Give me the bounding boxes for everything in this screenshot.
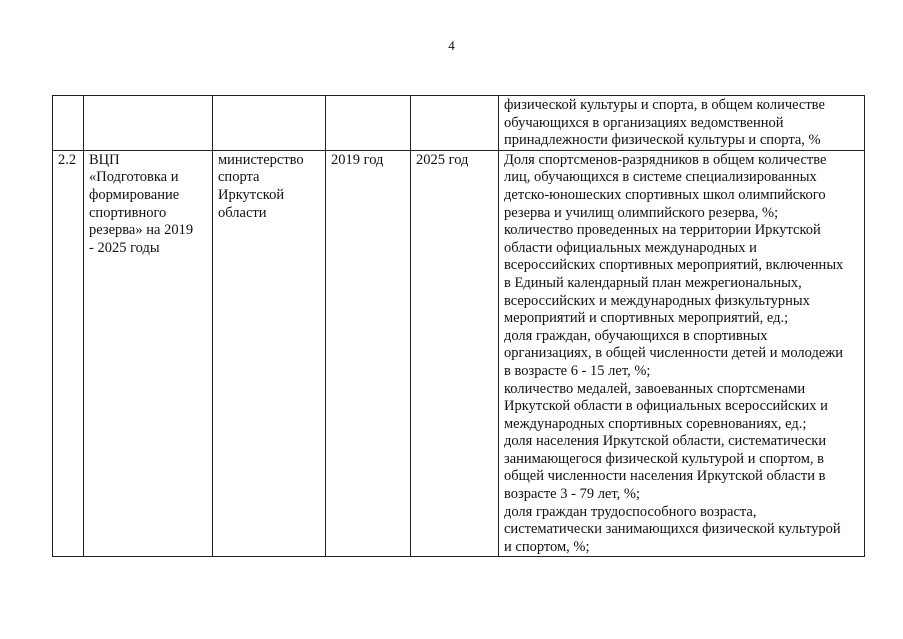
cell-indicators — [499, 150, 865, 557]
text-line: систематически занимающихся физической культурой — [504, 521, 841, 538]
text-line: области официальных международных и — [504, 239, 757, 256]
text-line: «Подготовка и — [89, 169, 179, 186]
text-line: Иркутской — [218, 186, 285, 203]
program-table — [52, 95, 865, 557]
cell-start: 2019 год — [326, 150, 411, 557]
text-line: области — [218, 204, 267, 221]
table-row — [53, 96, 865, 151]
text-line: мероприятий и спортивных мероприятий, ед.; — [504, 310, 789, 327]
text-line: доля населения Иркутской области, систематически — [504, 433, 827, 450]
cell-executor — [213, 96, 326, 151]
cell-name — [84, 96, 213, 151]
text-line: занимающегося физической культурой и спортом, в — [504, 450, 824, 467]
cell-num — [53, 96, 84, 151]
text-line: доля граждан, обучающихся в спортивных — [504, 327, 768, 344]
table-row — [53, 150, 865, 557]
text-line: спорта — [218, 169, 260, 186]
text-line: резерва» на 2019 — [89, 222, 194, 239]
text-line: общей численности населения Иркутской области в — [504, 468, 826, 485]
cell-end — [411, 96, 499, 151]
text-line: международных спортивных соревнованиях, ед.; — [504, 415, 807, 432]
text-line: формирование — [89, 186, 180, 203]
text-line: министерство — [218, 151, 304, 168]
text-line: обучающихся в организациях ведомственной — [504, 114, 784, 131]
cell-executor — [213, 150, 326, 557]
text-line: детско-юношеских спортивных школ олимпийского — [504, 186, 826, 203]
text-line: Иркутской области в официальных всероссийских и — [504, 398, 828, 415]
cell-indicators — [499, 96, 865, 151]
cell-name — [84, 150, 213, 557]
text-line: доля граждан трудоспособного возраста, — [504, 503, 757, 520]
text-line: и спортом, %; — [504, 538, 590, 555]
text-line: количество проведенных на территории Иркутской — [504, 222, 821, 239]
text-line: всероссийских и международных физкультурных — [504, 292, 810, 309]
text-line: физической культуры и спорта, в общем количестве — [504, 97, 825, 113]
cell-num: 2.2 — [53, 150, 84, 557]
text-line: возрасте 3 - 79 лет, %; — [504, 486, 640, 503]
text-line: Доля спортсменов-разрядников в общем количестве — [504, 151, 827, 168]
text-line: спортивного — [89, 204, 167, 221]
cell-end: 2025 год — [411, 150, 499, 557]
text-line: в Единый календарный план межрегиональных, — [504, 274, 802, 291]
cell-start — [326, 96, 411, 151]
page-number: 4 — [448, 38, 455, 53]
text-line: лиц, обучающихся в системе специализированных — [504, 169, 817, 186]
text-line: принадлежности физической культуры и спорта, % — [504, 132, 821, 149]
text-line: ВЦП — [89, 151, 120, 168]
text-line: организациях, в общей численности детей и молодежи — [504, 345, 844, 362]
text-line: в возрасте 6 - 15 лет, %; — [504, 362, 651, 379]
text-line: - 2025 годы — [89, 239, 160, 256]
text-line: резерва и училищ олимпийского резерва, %; — [504, 204, 779, 221]
text-line: всероссийских спортивных мероприятий, включенных — [504, 257, 844, 274]
text-line: количество медалей, завоеванных спортсменами — [504, 380, 806, 397]
